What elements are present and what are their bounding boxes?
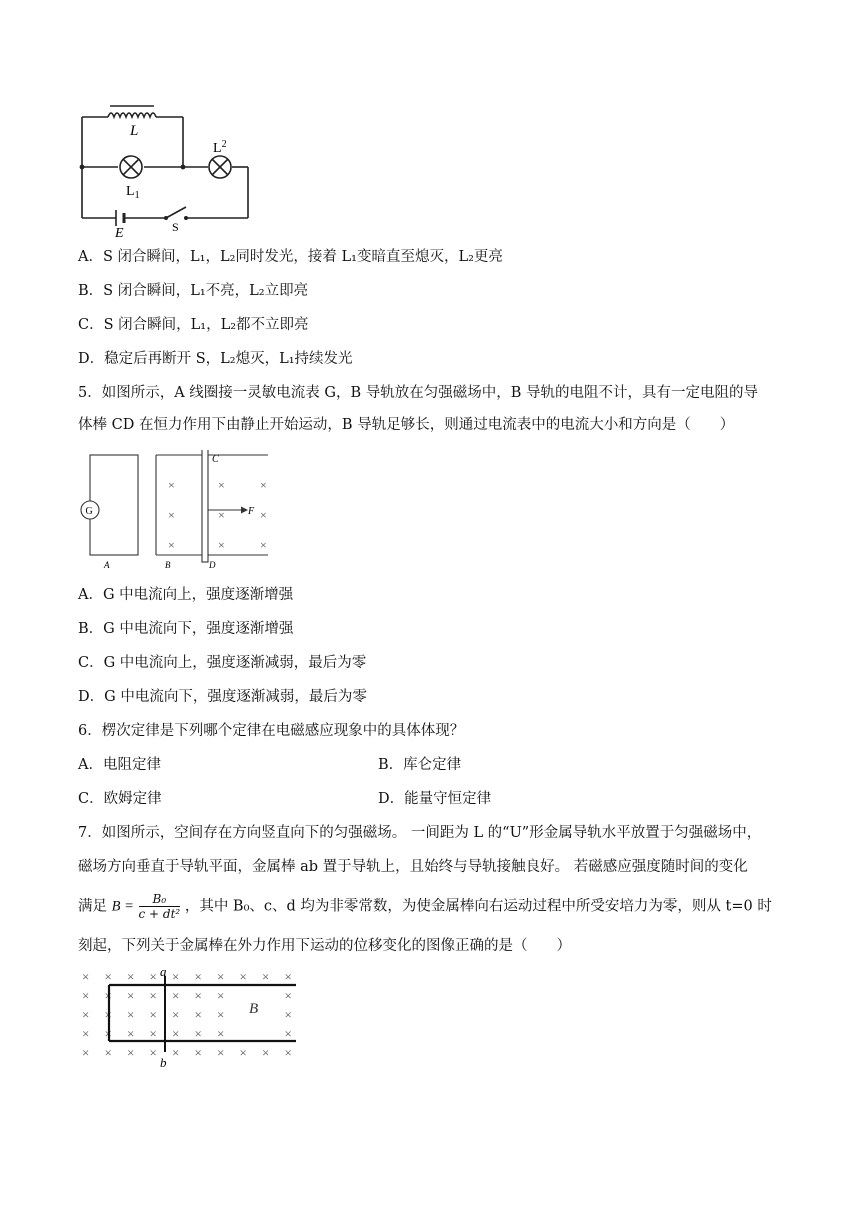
q4-option-c: C．S 闭合瞬间，L₁，L₂都不立即亮	[78, 317, 309, 333]
svg-text:×: ×	[168, 478, 175, 492]
field-cross: ×	[172, 969, 180, 984]
q7-stem-line3: 满足 B = $\frac{\text{B₀}}{\text{c + dt²}}$ ，其中 B₀、c、d 均为非零常数，为使金属棒向右运动过程中所受安培力为零，则从 t=0 时	[78, 892, 772, 921]
u-rail-diagram	[76, 964, 306, 1074]
q5-option-d: D．G 中电流向下，强度逐渐减弱，最后为零	[78, 689, 367, 705]
field-cross: ×	[172, 988, 180, 1003]
q4-option-a: A．S 闭合瞬间，L₁，L₂同时发光，接着 L₁变暗直至熄灭，L₂更亮	[78, 249, 503, 265]
field-cross: ×	[82, 988, 90, 1003]
svg-text:×: ×	[218, 538, 225, 552]
field-cross: ×	[217, 988, 225, 1003]
field-cross: ×	[194, 1045, 202, 1060]
field-cross: ×	[127, 1007, 135, 1022]
q6-option-b: B．库仑定律	[378, 757, 462, 773]
force-label: F	[248, 506, 255, 517]
field-b-label: B	[249, 1001, 259, 1017]
field-cross: ×	[284, 1007, 292, 1022]
q7-stem-line2: 磁场方向垂直于导轨平面，金属棒 ab 置于导轨上，且始终与导轨接触良好。 若磁感应强度随时间的变化	[78, 859, 748, 875]
lamp-l2-label: $L^2$	[213, 139, 227, 156]
lamp-l1-label: $L_1$	[126, 184, 140, 201]
field-cross: ×	[262, 1045, 270, 1060]
svg-text:×: ×	[168, 508, 175, 522]
coil-a-label: A	[104, 560, 110, 570]
field-cross: ×	[194, 969, 202, 984]
q4-option-d: D．稳定后再断开 S，L₂熄灭，L₁持续发光	[78, 351, 353, 367]
rod-end-a-label: a	[160, 964, 167, 979]
q7-stem-line1: 7．如图所示，空间存在方向竖直向下的匀强磁场。 一间距为 L 的“U”形金属导轨水平放置于匀强磁场中，	[78, 825, 762, 841]
inductor-label: L	[130, 123, 139, 139]
formula-denominator: c + dt²	[138, 907, 181, 921]
field-cross: ×	[104, 969, 112, 984]
rod-c-label: C	[212, 454, 219, 465]
field-cross: ×	[284, 988, 292, 1003]
svg-text:×: ×	[260, 538, 267, 552]
q7-stem-line4: 刻起，下列关于金属棒在外力作用下运动的位移变化的图像正确的是（ ）	[78, 938, 571, 954]
field-cross: ×	[127, 969, 135, 984]
field-cross: ×	[127, 1026, 135, 1041]
field-cross: ×	[194, 988, 202, 1003]
svg-text:×: ×	[218, 478, 225, 492]
svg-text:×: ×	[260, 508, 267, 522]
rod-d-label: D	[209, 560, 216, 570]
q5-stem-line2: 体棒 CD 在恒力作用下由静止开始运动，B 导轨足够长，则通过电流表中的电流大小和方向是（ ）	[78, 417, 735, 433]
field-cross: ×	[217, 1045, 225, 1060]
field-cross: ×	[82, 1045, 90, 1060]
q5-option-c: C．G 中电流向上，强度逐渐减弱，最后为零	[78, 655, 367, 671]
svg-text:×: ×	[168, 538, 175, 552]
field-cross: ×	[104, 1026, 112, 1041]
field-cross: ×	[82, 969, 90, 984]
field-cross: ×	[217, 969, 225, 984]
svg-text:×: ×	[218, 508, 225, 522]
field-cross: ×	[149, 1045, 157, 1060]
q6-stem: 6．楞次定律是下列哪个定律在电磁感应现象中的具体体现？	[78, 723, 465, 739]
field-cross: ×	[104, 988, 112, 1003]
field-cross: ×	[172, 1007, 180, 1022]
field-cross: ×	[284, 969, 292, 984]
field-cross: ×	[172, 1026, 180, 1041]
field-cross: ×	[149, 988, 157, 1003]
formula-numerator: B₀	[139, 892, 181, 907]
field-cross: ×	[82, 1007, 90, 1022]
field-cross: ×	[149, 1026, 157, 1041]
field-cross: ×	[127, 988, 135, 1003]
field-cross: ×	[239, 969, 247, 984]
q5-option-b: B．G 中电流向下，强度逐渐增强	[78, 621, 294, 637]
svg-text:×: ×	[260, 478, 267, 492]
field-cross: ×	[149, 969, 157, 984]
field-cross: ×	[82, 1026, 90, 1041]
q4-option-b: B．S 闭合瞬间，L₁不亮，L₂立即亮	[78, 283, 309, 299]
field-cross: ×	[172, 1045, 180, 1060]
magnetic-field-crosses	[82, 969, 292, 1060]
field-cross: ×	[194, 1007, 202, 1022]
field-cross: ×	[239, 1045, 247, 1060]
rail-b-label: B	[165, 560, 171, 570]
q6-option-d: D．能量守恒定律	[378, 791, 492, 807]
q5-option-a: A．G 中电流向上，强度逐渐增强	[78, 587, 294, 603]
field-cross: ×	[262, 969, 270, 984]
field-cross: ×	[284, 1045, 292, 1060]
circuit-diagram	[76, 100, 256, 240]
rod-end-b-label: b	[160, 1055, 167, 1070]
field-cross: ×	[284, 1026, 292, 1041]
formula-lhs: B =	[111, 898, 134, 915]
field-cross: ×	[104, 1007, 112, 1022]
field-cross: ×	[217, 1007, 225, 1022]
q6-option-a: A．电阻定律	[78, 757, 161, 773]
rail-diagram	[76, 450, 276, 572]
field-cross: ×	[217, 1026, 225, 1041]
q5-stem-line1: 5．如图所示，A 线圈接一灵敏电流表 G，B 导轨放在匀强磁场中，B 导轨的电阻不计，具有一定电阻的导	[78, 385, 759, 401]
field-cross: ×	[149, 1007, 157, 1022]
field-cross: ×	[104, 1045, 112, 1060]
switch-label: S	[172, 220, 179, 234]
battery-label: E	[115, 226, 124, 240]
galvanometer-label: G	[85, 506, 93, 517]
field-cross: ×	[127, 1045, 135, 1060]
q6-option-c: C．欧姆定律	[78, 791, 162, 807]
formula-fraction	[139, 892, 181, 921]
field-cross: ×	[194, 1026, 202, 1041]
